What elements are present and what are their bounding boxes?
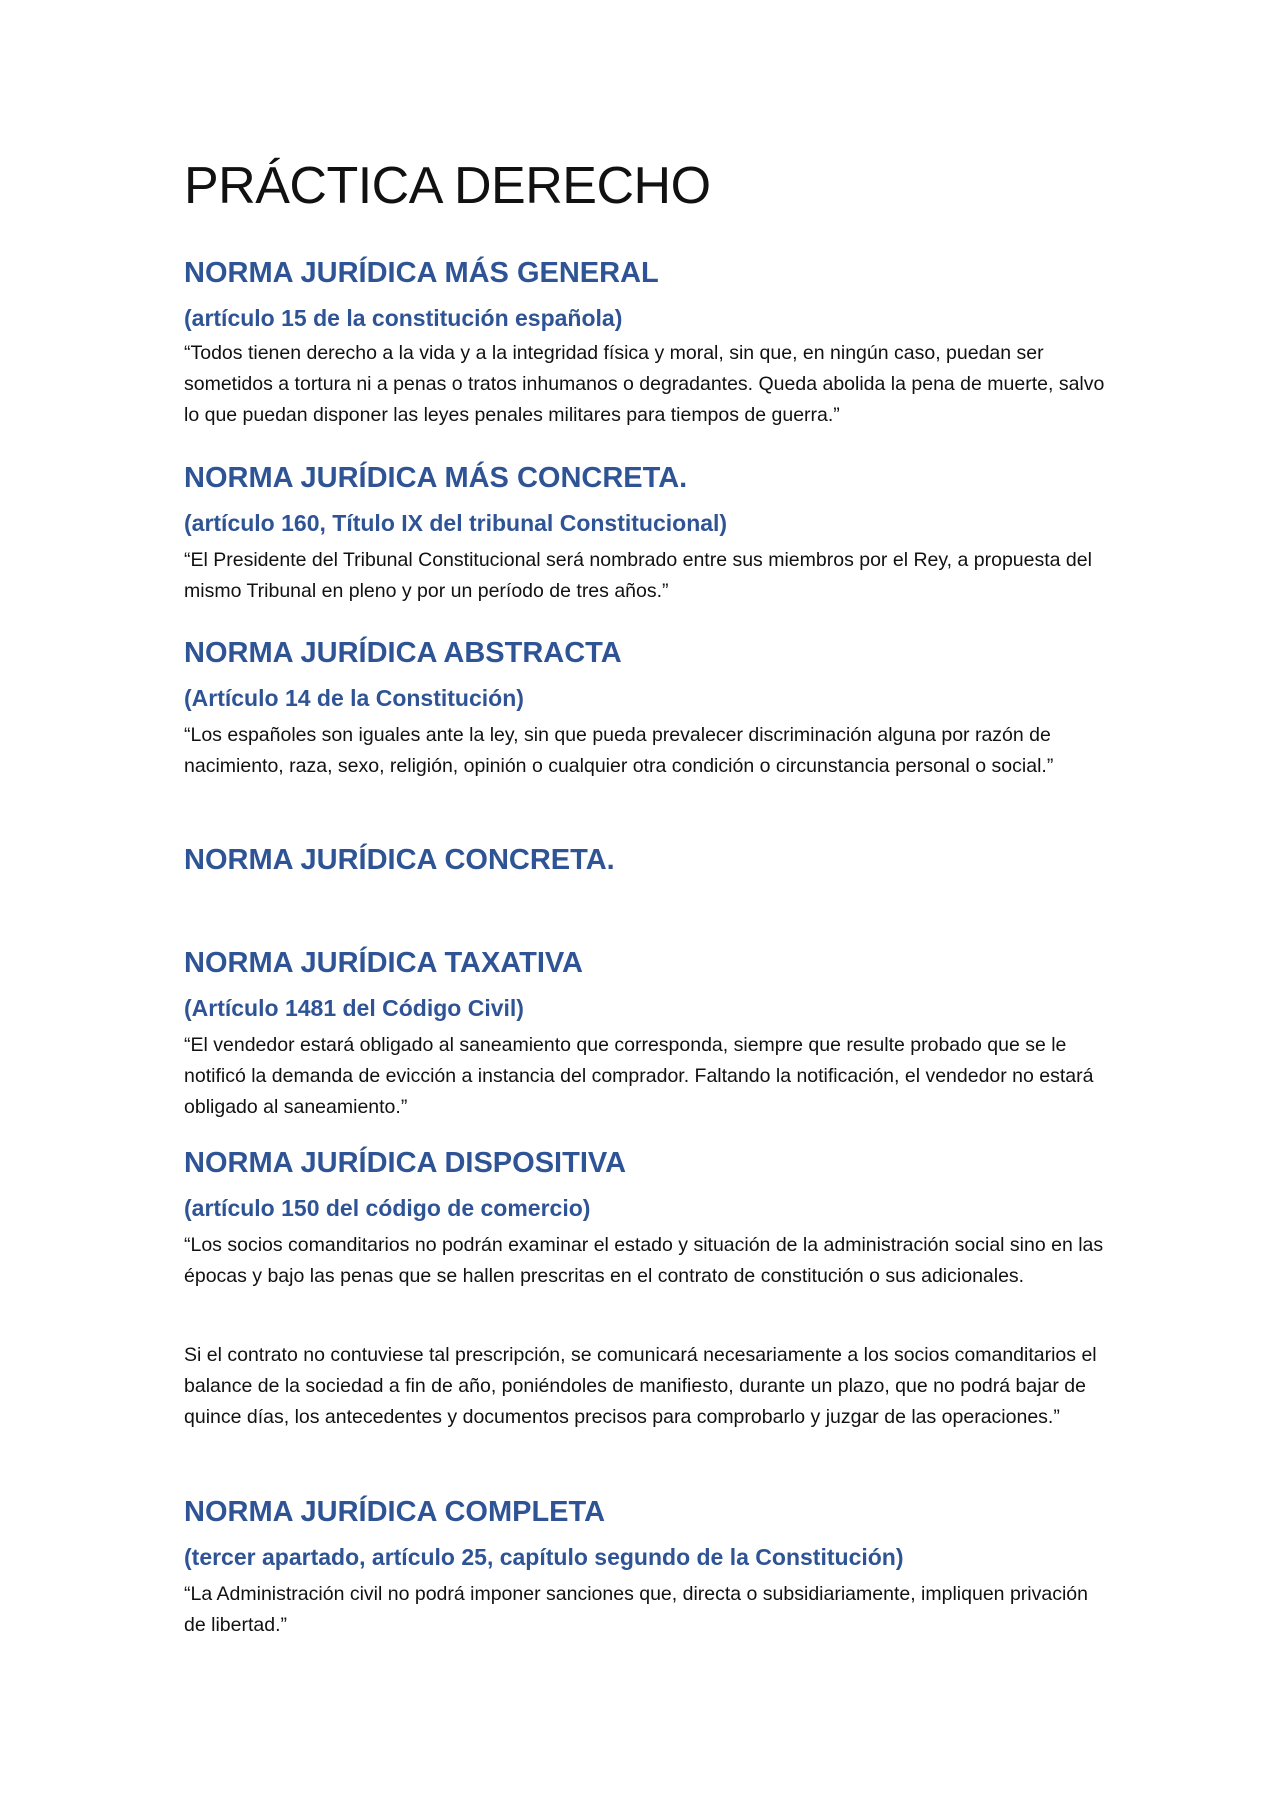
section-heading-mas-concreta: NORMA JURÍDICA MÁS CONCRETA. [184, 462, 688, 494]
section-heading-taxativa: NORMA JURÍDICA TAXATIVA [184, 947, 584, 979]
section-heading-general: NORMA JURÍDICA MÁS GENERAL [184, 257, 659, 289]
section-source-abstracta: (Artículo 14 de la Constitución) [184, 685, 524, 711]
section-source-taxativa: (Artículo 1481 del Código Civil) [184, 995, 524, 1021]
section-source-mas-concreta: (artículo 160, Título IX del tribunal Constitucional) [184, 510, 728, 536]
section-text-completa: “La Administración civil no podrá imponer sanciones que, directa o subsidiariamente, impliquen privación de libertad.” [184, 1583, 1088, 1636]
section-heading-completa: NORMA JURÍDICA COMPLETA [184, 1496, 606, 1528]
section-source-completa: (tercer apartado, artículo 25, capítulo segundo de la Constitución) [184, 1544, 904, 1570]
page-title: PRÁCTICA DERECHO [184, 157, 711, 215]
section-text-dispositiva: “Los socios comanditarios no podrán examinar el estado y situación de la administración social sino en las épocas y bajo las penas que se hallen prescritas en el contrato de constitución o sus adicionales. [184, 1234, 1104, 1287]
section-source-dispositiva: (artículo 150 del código de comercio) [184, 1195, 591, 1221]
section-text-mas-concreta: “El Presidente del Tribunal Constitucional será nombrado entre sus miembros por el Rey, a propuesta del mismo Tribunal en pleno y por un período de tres años.” [184, 549, 1092, 602]
section-source-general: (artículo 15 de la constitución española) [184, 305, 623, 331]
section-text-dispositiva-2: Si el contrato no contuviese tal prescripción, se comunicará necesariamente a los socios comanditarios el balance de la sociedad a fin de año, poniéndoles de manifiesto, durante un plazo, que no podrá bajar de quince días, los antecedentes y documentos precisos para comprobarlo y juzgar de las operaciones.” [184, 1344, 1097, 1428]
section-heading-abstracta: NORMA JURÍDICA ABSTRACTA [184, 637, 622, 669]
section-text-abstracta: “Los españoles son iguales ante la ley, sin que pueda prevalecer discriminación alguna por razón de nacimiento, raza, sexo, religión, opinión o cualquier otra condición o circunstancia personal o social.” [184, 724, 1054, 777]
section-text-general: “Todos tienen derecho a la vida y a la integridad física y moral, sin que, en ningún caso, puedan ser sometidos a tortura ni a penas o tratos inhumanos o degradantes. Queda abolida la pena de muerte, salvo lo que puedan disponer las leyes penales militares para tiempos de guerra.” [184, 342, 1105, 426]
section-heading-concreta: NORMA JURÍDICA CONCRETA. [184, 844, 615, 876]
section-text-taxativa: “El vendedor estará obligado al saneamiento que corresponda, siempre que resulte probado que se le notificó la demanda de evicción a instancia del comprador. Faltando la notificación, el vendedor no estará obligado al saneamiento.” [184, 1034, 1094, 1118]
section-heading-dispositiva: NORMA JURÍDICA DISPOSITIVA [184, 1147, 627, 1179]
